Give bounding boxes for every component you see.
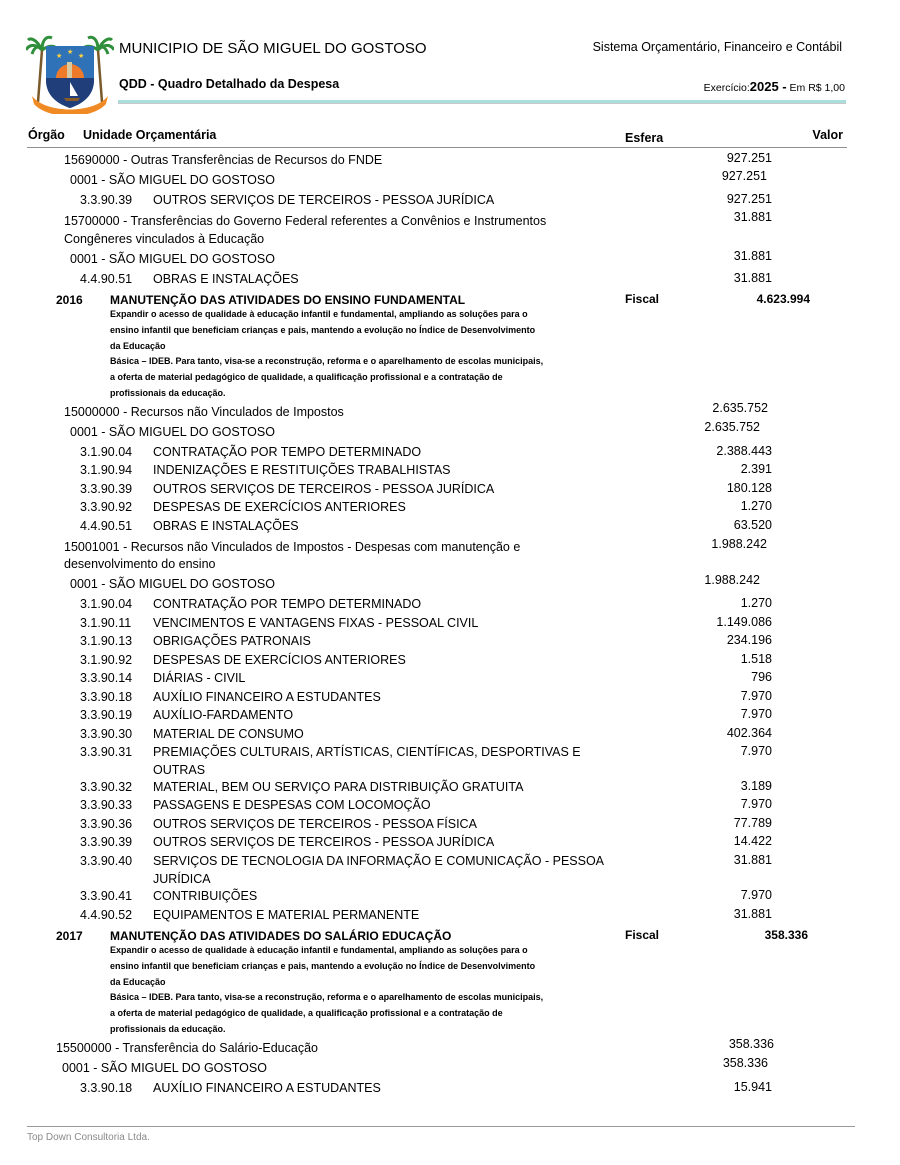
element-description-continuation: OUTRAS bbox=[153, 763, 206, 777]
description-line: ensino infantil que beneficiam crianças e pais, mantendo a evolução no Índice de Desenvolvimento bbox=[110, 960, 536, 971]
element-value: 7.970 bbox=[740, 707, 772, 721]
element-description: OUTROS SERVIÇOS DE TERCEIROS - PESSOA JURÍDICA bbox=[153, 193, 495, 207]
column-header-valor: Valor bbox=[812, 128, 843, 142]
source-value: 31.881 bbox=[733, 210, 772, 224]
element-code: 3.1.90.11 bbox=[80, 616, 132, 630]
element-value: 2.391 bbox=[740, 462, 772, 476]
element-value: 14.422 bbox=[733, 834, 772, 848]
element-description: OBRIGAÇÕES PATRONAIS bbox=[153, 634, 311, 648]
element-description: OUTROS SERVIÇOS DE TERCEIROS - PESSOA JURÍDICA bbox=[153, 835, 495, 849]
header-divider bbox=[118, 100, 846, 104]
element-value: 31.881 bbox=[733, 907, 772, 921]
element-value: 1.270 bbox=[740, 499, 772, 513]
action-title: MANUTENÇÃO DAS ATIVIDADES DO SALÁRIO EDUCAÇÃO bbox=[110, 929, 452, 943]
element-description: EQUIPAMENTOS E MATERIAL PERMANENTE bbox=[153, 908, 420, 922]
description-line: Expandir o acesso de qualidade à educação infantil e fundamental, ampliando as soluções para o bbox=[110, 945, 528, 955]
element-value: 15.941 bbox=[733, 1080, 772, 1094]
source-value: 927.251 bbox=[726, 151, 772, 165]
source-value: 358.336 bbox=[728, 1037, 774, 1051]
description-line: da Educação bbox=[110, 976, 166, 987]
action-value: 4.623.994 bbox=[756, 292, 810, 306]
source-row: 15500000 - Transferência do Salário-Educação bbox=[56, 1041, 318, 1055]
source-value: 1.988.242 bbox=[711, 537, 767, 551]
element-description: OBRAS E INSTALAÇÕES bbox=[153, 272, 299, 286]
element-code: 4.4.90.51 bbox=[80, 519, 133, 533]
source-row-continuation: Congêneres vinculados à Educação bbox=[64, 232, 265, 246]
element-description: AUXÍLIO FINANCEIRO A ESTUDANTES bbox=[153, 1081, 381, 1095]
element-code: 3.3.90.39 bbox=[80, 835, 133, 849]
source-row: 15000000 - Recursos não Vinculados de Impostos bbox=[64, 405, 344, 419]
description-line: Básica – IDEB. Para tanto, visa-se a reconstrução, reforma e o aparelhamento de escolas municipais, bbox=[110, 992, 544, 1003]
action-title: MANUTENÇÃO DAS ATIVIDADES DO ENSINO FUNDAMENTAL bbox=[110, 293, 466, 307]
action-description bbox=[110, 307, 610, 402]
element-code: 3.1.90.04 bbox=[80, 445, 133, 459]
element-value: 1.149.086 bbox=[716, 615, 772, 629]
element-code: 3.3.90.39 bbox=[80, 482, 133, 496]
column-header-unidade: Unidade Orçamentária bbox=[83, 128, 217, 142]
action-esfera: Fiscal bbox=[625, 292, 660, 306]
element-value: 1.270 bbox=[740, 596, 772, 610]
element-code: 4.4.90.52 bbox=[80, 908, 133, 922]
unit-row: 0001 - SÃO MIGUEL DO GOSTOSO bbox=[70, 425, 275, 439]
element-code: 4.4.90.51 bbox=[80, 272, 133, 286]
element-description: INDENIZAÇÕES E RESTITUIÇÕES TRABALHISTAS bbox=[153, 463, 451, 477]
element-description: SERVIÇOS DE TECNOLOGIA DA INFORMAÇÃO E COMUNICAÇÃO - PESSOA bbox=[153, 854, 605, 868]
description-line: da Educação bbox=[110, 340, 166, 351]
element-value: 3.189 bbox=[740, 779, 772, 793]
action-code: 2017 bbox=[56, 929, 83, 943]
unit-row: 0001 - SÃO MIGUEL DO GOSTOSO bbox=[70, 577, 275, 591]
element-code: 3.1.90.04 bbox=[80, 597, 133, 611]
source-row: 15700000 - Transferências do Governo Federal referentes a Convênios e Instrumentos bbox=[64, 214, 547, 228]
element-description: PASSAGENS E DESPESAS COM LOCOMOÇÃO bbox=[153, 798, 431, 812]
element-description: VENCIMENTOS E VANTAGENS FIXAS - PESSOAL CIVIL bbox=[153, 616, 479, 630]
element-code: 3.1.90.94 bbox=[80, 463, 133, 477]
element-value: 402.364 bbox=[726, 726, 772, 740]
element-code: 3.3.90.32 bbox=[80, 780, 133, 794]
municipality-name: MUNICIPIO DE SÃO MIGUEL DO GOSTOSO bbox=[119, 40, 427, 57]
element-description: CONTRIBUIÇÕES bbox=[153, 889, 258, 903]
source-value: 2.635.752 bbox=[712, 401, 768, 415]
element-value: 7.970 bbox=[740, 888, 772, 902]
source-row: 15001001 - Recursos não Vinculados de Impostos - Despesas com manutenção e bbox=[64, 540, 521, 554]
unit-row: 0001 - SÃO MIGUEL DO GOSTOSO bbox=[70, 252, 275, 266]
exercise-year: 2025 - bbox=[749, 79, 787, 94]
element-description: PREMIAÇÕES CULTURAIS, ARTÍSTICAS, CIENTÍFICAS, DESPORTIVAS E bbox=[153, 745, 581, 759]
action-esfera: Fiscal bbox=[625, 928, 660, 942]
element-value: 77.789 bbox=[733, 816, 772, 830]
action-value: 358.336 bbox=[764, 928, 808, 942]
element-code: 3.3.90.31 bbox=[80, 745, 133, 759]
description-line: Expandir o acesso de qualidade à educação infantil e fundamental, ampliando as soluções para o bbox=[110, 309, 528, 319]
exercise-info bbox=[704, 79, 845, 94]
description-line: ensino infantil que beneficiam crianças e pais, mantendo a evolução no Índice de Desenvolvimento bbox=[110, 324, 536, 335]
unit-value: 31.881 bbox=[733, 249, 772, 263]
element-code: 3.3.90.41 bbox=[80, 889, 133, 903]
svg-text:★: ★ bbox=[56, 53, 63, 60]
element-description: DIÁRIAS - CIVIL bbox=[153, 671, 246, 685]
element-code: 3.1.90.92 bbox=[80, 653, 133, 667]
element-description: OUTROS SERVIÇOS DE TERCEIROS - PESSOA FÍSICA bbox=[153, 817, 477, 831]
unit-value: 2.635.752 bbox=[704, 420, 760, 434]
action-description bbox=[110, 943, 610, 1038]
currency-label: Em R$ 1,00 bbox=[786, 82, 845, 94]
element-description: DESPESAS DE EXERCÍCIOS ANTERIORES bbox=[153, 653, 406, 667]
element-description: CONTRATAÇÃO POR TEMPO DETERMINADO bbox=[153, 445, 422, 459]
exercise-label: Exercício: bbox=[703, 82, 750, 94]
description-line: profissionais da educação. bbox=[110, 387, 226, 398]
element-description: OUTROS SERVIÇOS DE TERCEIROS - PESSOA JURÍDICA bbox=[153, 482, 495, 496]
element-value: 180.128 bbox=[726, 481, 772, 495]
element-value: 796 bbox=[751, 670, 772, 684]
element-value: 1.518 bbox=[740, 652, 772, 666]
element-description: MATERIAL, BEM OU SERVIÇO PARA DISTRIBUIÇÃO GRATUITA bbox=[153, 780, 524, 794]
element-value: 2.388.443 bbox=[716, 444, 772, 458]
element-description: AUXÍLIO-FARDAMENTO bbox=[153, 708, 294, 722]
action-code: 2016 bbox=[56, 293, 83, 307]
element-description: CONTRATAÇÃO POR TEMPO DETERMINADO bbox=[153, 597, 422, 611]
element-description: DESPESAS DE EXERCÍCIOS ANTERIORES bbox=[153, 500, 406, 514]
description-line: a oferta de material pedagógico de qualidade, a qualificação profissional e a contratação de bbox=[110, 1008, 503, 1019]
element-description: MATERIAL DE CONSUMO bbox=[153, 727, 304, 741]
element-value: 63.520 bbox=[733, 518, 772, 532]
element-value: 31.881 bbox=[733, 271, 772, 285]
unit-value: 1.988.242 bbox=[704, 573, 760, 587]
column-header-orgao: Órgão bbox=[28, 128, 65, 142]
system-name: Sistema Orçamentário, Financeiro e Contábil bbox=[592, 40, 842, 54]
municipal-coat-of-arms-icon bbox=[26, 30, 114, 114]
element-code: 3.3.90.36 bbox=[80, 817, 133, 831]
element-code: 3.3.90.18 bbox=[80, 690, 133, 704]
element-code: 3.3.90.19 bbox=[80, 708, 133, 722]
column-header-divider bbox=[27, 147, 847, 148]
description-line: profissionais da educação. bbox=[110, 1023, 226, 1034]
unit-row: 0001 - SÃO MIGUEL DO GOSTOSO bbox=[70, 173, 275, 187]
element-value: 927.251 bbox=[726, 192, 772, 206]
source-row-continuation: desenvolvimento do ensino bbox=[64, 557, 216, 571]
element-code: 3.3.90.92 bbox=[80, 500, 133, 514]
element-code: 3.3.90.40 bbox=[80, 854, 133, 868]
element-description: OBRAS E INSTALAÇÕES bbox=[153, 519, 299, 533]
svg-text:★: ★ bbox=[67, 49, 74, 56]
description-line: Básica – IDEB. Para tanto, visa-se a reconstrução, reforma e o aparelhamento de escolas municipais, bbox=[110, 356, 544, 367]
unit-value: 927.251 bbox=[721, 169, 767, 183]
element-code: 3.3.90.18 bbox=[80, 1081, 133, 1095]
unit-value: 358.336 bbox=[722, 1056, 768, 1070]
element-code: 3.3.90.33 bbox=[80, 798, 133, 812]
element-code: 3.3.90.39 bbox=[80, 193, 133, 207]
footer-company: Top Down Consultoria Ltda. bbox=[27, 1132, 150, 1143]
footer-divider bbox=[27, 1126, 855, 1127]
report-title: QDD - Quadro Detalhado da Despesa bbox=[119, 77, 340, 91]
element-description-continuation: JURÍDICA bbox=[153, 872, 211, 886]
element-value: 31.881 bbox=[733, 853, 772, 867]
unit-row: 0001 - SÃO MIGUEL DO GOSTOSO bbox=[62, 1061, 267, 1075]
element-value: 234.196 bbox=[726, 633, 772, 647]
element-value: 7.970 bbox=[740, 797, 772, 811]
element-value: 7.970 bbox=[740, 744, 772, 758]
description-line: a oferta de material pedagógico de qualidade, a qualificação profissional e a contratação de bbox=[110, 372, 503, 383]
svg-text:★: ★ bbox=[78, 53, 85, 60]
element-code: 3.3.90.14 bbox=[80, 671, 133, 685]
source-row: 15690000 - Outras Transferências de Recursos do FNDE bbox=[64, 153, 383, 167]
element-value: 7.970 bbox=[740, 689, 772, 703]
element-code: 3.1.90.13 bbox=[80, 634, 133, 648]
column-header-esfera: Esfera bbox=[625, 131, 664, 145]
element-description: AUXÍLIO FINANCEIRO A ESTUDANTES bbox=[153, 690, 381, 704]
element-code: 3.3.90.30 bbox=[80, 727, 133, 741]
